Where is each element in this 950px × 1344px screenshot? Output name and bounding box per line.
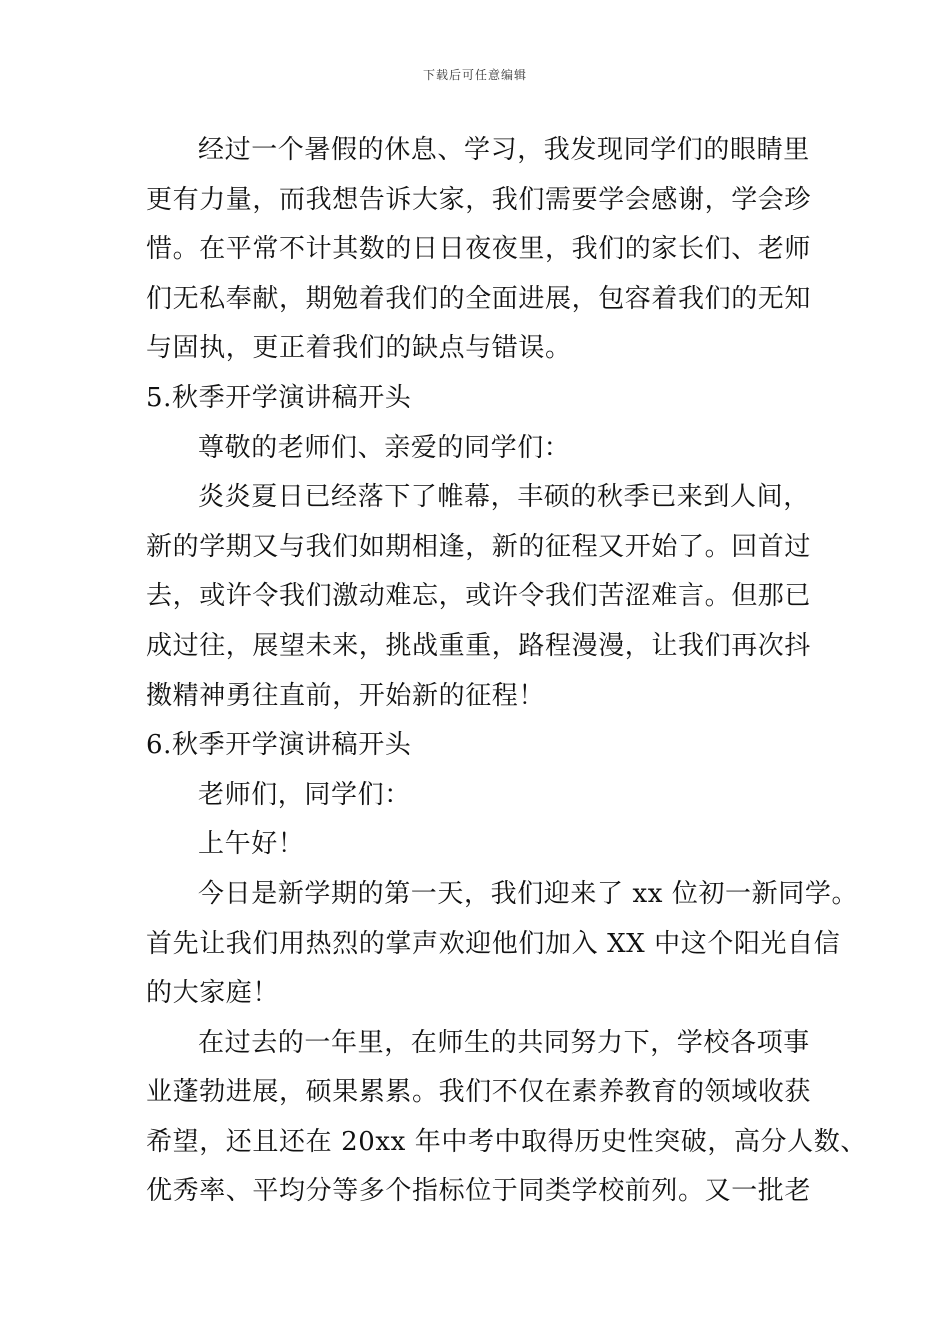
salutation-line: 老师们，同学们： — [198, 779, 411, 810]
text-line: 优秀率、平均分等多个指标位于同类学校前列。又一批老 — [146, 1176, 812, 1207]
text-line: 首先让我们用热烈的掌声欢迎他们加入 XX 中这个阳光自信 — [146, 928, 841, 959]
greeting-line: 上午好！ — [198, 829, 305, 860]
text-line: 经过一个暑假的休息、学习，我发现同学们的眼睛里 — [198, 135, 810, 165]
text-line: 在过去的一年里，在师生的共同努力下，学校各项事 — [198, 1027, 810, 1058]
page-header-note: 下载后可任意编辑 — [422, 68, 527, 82]
text-line: 新的学期又与我们如期相逢，新的征程又开始了。回首过 — [146, 531, 812, 562]
text-line: 希望，还且还在 20xx 年中考中取得历史性突破，高分人数、 — [146, 1126, 867, 1157]
text-line: 成过往，展望未来，挑战重重，路程漫漫，让我们再次抖 — [146, 630, 812, 661]
text-line: 更有力量，而我想告诉大家，我们需要学会感谢，学会珍 — [146, 184, 812, 215]
text-line: 去，或许令我们激动难忘，或许令我们苦涩难言。但那已 — [146, 581, 812, 612]
text-line: 炎炎夏日已经落下了帷幕，丰硕的秋季已来到人间， — [198, 482, 810, 513]
section-heading: 5.秋季开学演讲稿开头 — [146, 382, 412, 413]
text-line: 与固执，更正着我们的缺点与错误。 — [146, 333, 572, 364]
text-line: 们无私奉献，期勉着我们的全面进展，包容着我们的无知 — [146, 283, 812, 314]
section-heading: 6.秋季开学演讲稿开头 — [146, 730, 412, 761]
salutation-line: 尊敬的老师们、亲爱的同学们： — [198, 432, 571, 463]
text-line: 今日是新学期的第一天，我们迎来了 xx 位初一新同学。 — [198, 878, 859, 909]
document-body — [146, 126, 867, 1217]
text-line: 业蓬勃进展，硕果累累。我们不仅在素养教育的领域收获 — [146, 1077, 812, 1108]
text-line: 的大家庭！ — [146, 978, 280, 1009]
text-line: 擞精神勇往直前，开始新的征程！ — [146, 680, 546, 711]
text-line: 惜。在平常不计其数的日日夜夜里，我们的家长们、老师 — [146, 234, 812, 265]
